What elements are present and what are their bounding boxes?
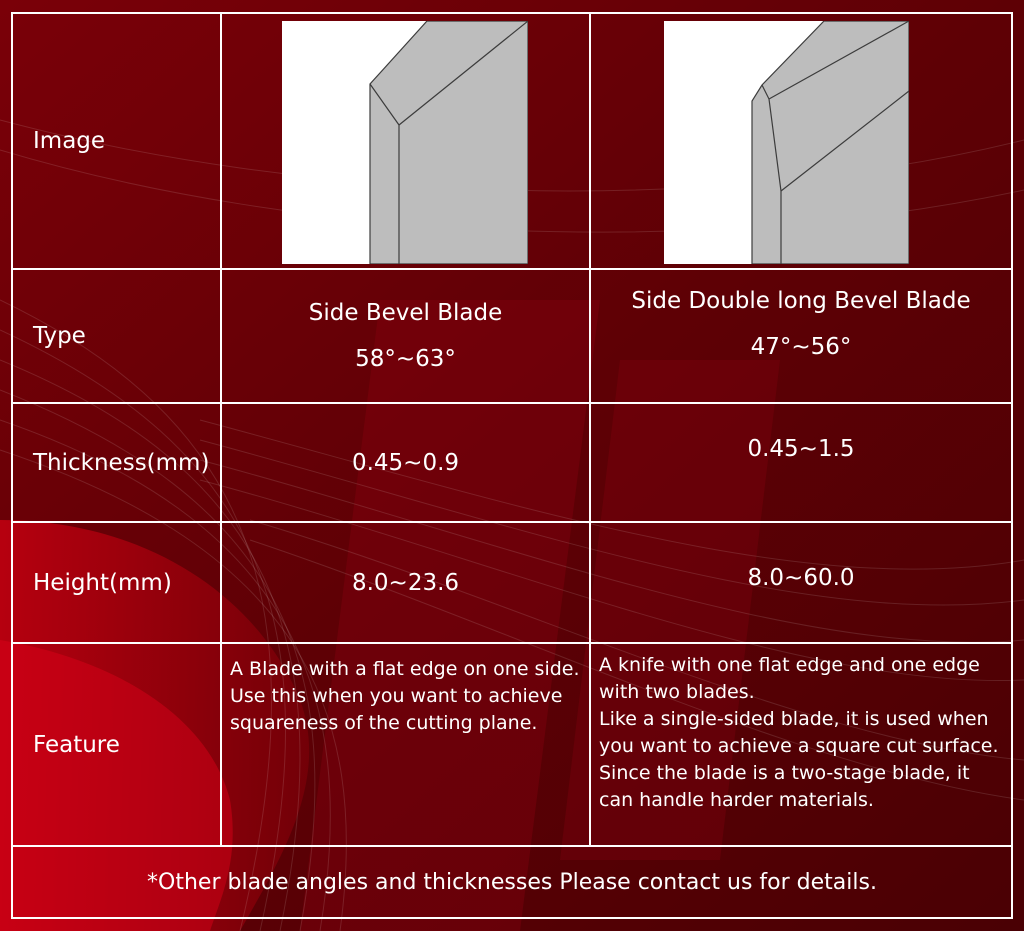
side-double-long-bevel-blade-illustration (664, 21, 909, 264)
feature-text: A Blade with a flat edge on one side. Use this when you want to achieve squareness of the cutting plane. (230, 658, 580, 734)
contact-note-text: *Other blade angles and thicknesses Please contact us for details. (147, 869, 877, 895)
blade-angle: 47°~56° (750, 334, 852, 360)
thickness-value: 0.45~1.5 (747, 436, 855, 462)
thickness-value: 0.45~0.9 (351, 449, 460, 476)
side-bevel-blade-illustration (282, 21, 528, 264)
height-cell-blade-1 (222, 523, 589, 642)
height-value: 8.0~23.6 (351, 569, 460, 596)
row-label-feature: Feature (33, 731, 120, 758)
row-label-height: Height(mm) (33, 569, 172, 596)
blade-type-name: Side Bevel Blade (308, 300, 503, 326)
feature-text: Since the blade is a two-stage blade, it can handle harder materials. (599, 762, 970, 811)
row-label-type: Type (33, 323, 86, 349)
contact-note (13, 847, 1011, 917)
feature-text: A knife with one flat edge and one edge with two blades. (599, 654, 980, 703)
table-border-bottom (11, 917, 1013, 919)
blade-angle: 58°~63° (355, 346, 456, 372)
row-label-image: Image (33, 128, 106, 154)
type-cell-blade-1 (222, 270, 589, 402)
height-value: 8.0~60.0 (747, 565, 855, 591)
type-cell-blade-2 (591, 270, 1011, 402)
feature-cell-blade-2 (591, 644, 1011, 845)
side-double-long-bevel-blade-icon (664, 21, 909, 264)
blade-type-name: Side Double long Bevel Blade (631, 288, 971, 314)
side-bevel-blade-icon (282, 21, 528, 264)
height-cell-blade-2 (591, 523, 1011, 633)
row-label-thickness: Thickness(mm) (33, 449, 210, 476)
feature-text: Like a single-sided blade, it is used when you want to achieve a square cut surface. (599, 708, 999, 757)
table-border-right (1011, 12, 1013, 919)
feature-cell-blade-1 (222, 644, 589, 845)
thickness-cell-blade-1 (222, 404, 589, 521)
thickness-cell-blade-2 (591, 404, 1011, 494)
